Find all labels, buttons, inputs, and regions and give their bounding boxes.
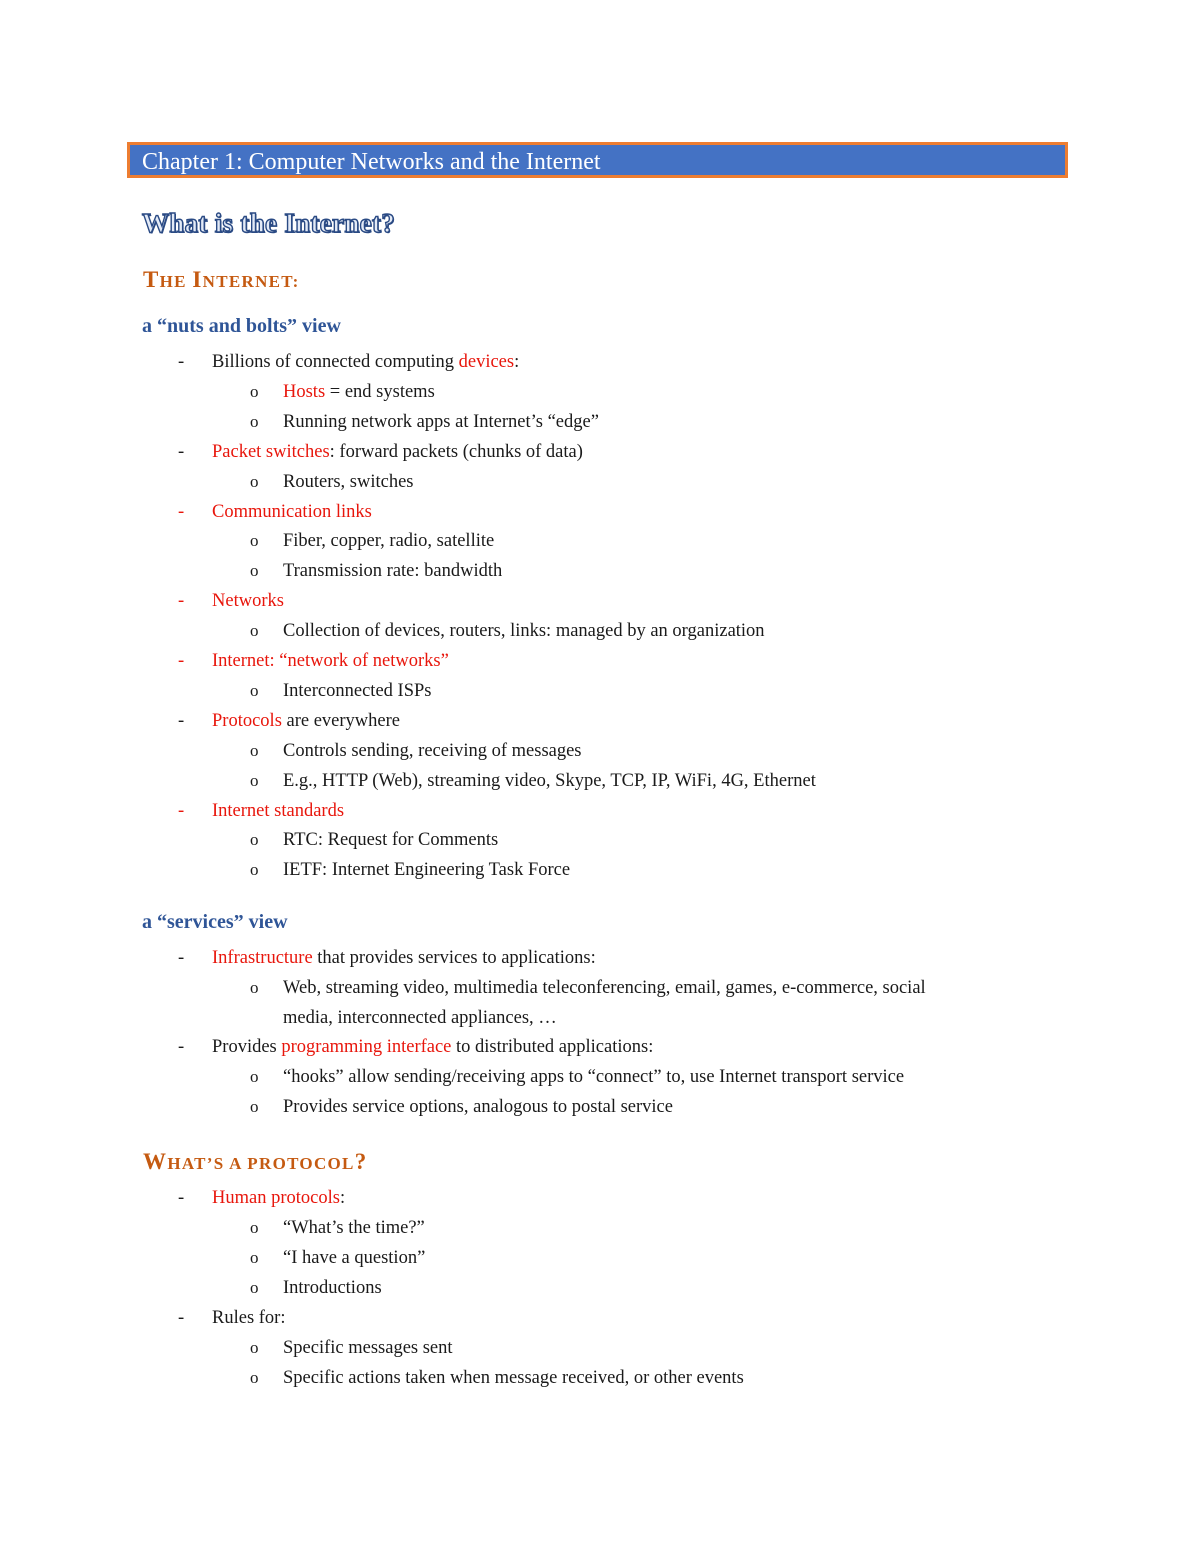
- highlighted-term: Infrastructure: [212, 948, 313, 968]
- list-item-text: [212, 349, 519, 375]
- circle-bullet: o: [250, 680, 259, 700]
- heading-cap: I: [192, 267, 203, 292]
- list-item-text: [212, 708, 400, 734]
- text-run: to distributed applications:: [451, 1037, 654, 1058]
- highlighted-term: Hosts: [283, 381, 326, 402]
- list-item-text: [283, 975, 926, 1001]
- services-view-heading: a “services” view: [142, 911, 288, 933]
- heading-small-caps: HAT’S A PROTOCOL: [167, 1154, 355, 1173]
- text-run: Interconnected ISPs: [283, 680, 432, 701]
- heading-small-caps: HE: [159, 272, 193, 291]
- circle-bullet: o: [250, 561, 259, 581]
- text-run: E.g., HTTP (Web), streaming video, Skype, TCP, IP, WiFi, 4G, Ethernet: [283, 770, 816, 791]
- dash-bullet: -: [178, 352, 185, 372]
- circle-bullet: o: [250, 471, 259, 491]
- dash-bullet: -: [178, 1308, 185, 1328]
- circle-bullet: o: [250, 977, 259, 997]
- dash-bullet: -: [178, 1188, 185, 1208]
- text-run: that provides services to applications:: [312, 948, 596, 968]
- text-run: Introductions: [283, 1278, 382, 1298]
- dash-bullet: -: [178, 1037, 185, 1058]
- text-run: Rules for:: [212, 1308, 286, 1328]
- list-item-text: [283, 469, 414, 495]
- chapter-title-bar: [127, 142, 1068, 178]
- dash-bullet: -: [178, 800, 185, 821]
- text-run: Web, streaming video, multimedia teleconferencing, email, games, e-commerce, social: [283, 977, 926, 998]
- circle-bullet: o: [250, 1218, 259, 1237]
- circle-bullet: o: [250, 740, 259, 760]
- list-item-text: [283, 1094, 673, 1120]
- list-item-text: [283, 1245, 425, 1271]
- text-run: RTC: Request for Comments: [283, 830, 499, 851]
- text-run: are everywhere: [281, 710, 400, 731]
- circle-bullet: o: [250, 770, 259, 790]
- text-run: “What’s the time?”: [283, 1218, 425, 1238]
- text-run: “I have a question”: [283, 1248, 426, 1268]
- circle-bullet: o: [250, 830, 259, 850]
- section-title: What is the Internet?: [142, 208, 396, 238]
- dash-bullet: -: [178, 948, 185, 968]
- list-item-text: [283, 409, 599, 435]
- text-run: Controls sending, receiving of messages: [283, 740, 582, 761]
- list-item-text: [212, 1034, 653, 1060]
- circle-bullet: o: [250, 531, 259, 551]
- heading-cap: W: [143, 1149, 168, 1174]
- text-run: Provides service options, analogous to postal service: [283, 1097, 673, 1117]
- list-item-text: [283, 1005, 557, 1031]
- text-run: Fiber, copper, radio, satellite: [283, 531, 495, 552]
- dash-bullet: -: [178, 441, 185, 462]
- dash-bullet: -: [178, 710, 185, 731]
- circle-bullet: o: [250, 1278, 259, 1297]
- highlighted-term: Internet: “network of networks”: [212, 651, 449, 671]
- list-item-text: [283, 1275, 382, 1301]
- list-item-text: [283, 618, 765, 644]
- dash-bullet: -: [178, 591, 185, 612]
- highlighted-term: Human protocols: [212, 1188, 340, 1208]
- list-item-text: [283, 528, 494, 554]
- list-item-text: [283, 827, 498, 853]
- highlighted-term: Protocols: [212, 710, 282, 731]
- text-run: Billions of connected computing: [212, 352, 459, 372]
- subsection-heading-the-internet: [143, 266, 300, 296]
- dash-bullet: -: [178, 651, 185, 671]
- circle-bullet: o: [250, 1067, 259, 1087]
- text-run: media, interconnected appliances, …: [283, 1007, 557, 1028]
- list-item-text: [283, 678, 431, 704]
- list-item-text: [283, 379, 435, 405]
- list-item-text: [283, 558, 502, 584]
- list-item-text: [212, 588, 284, 614]
- list-item-text: [212, 1185, 345, 1211]
- circle-bullet: o: [250, 411, 259, 431]
- list-item-text: [283, 738, 582, 764]
- highlighted-term: Networks: [212, 591, 284, 612]
- text-run: Specific actions taken when message received, or other events: [283, 1368, 744, 1388]
- list-item-text: [212, 798, 344, 824]
- list-item-text: [212, 439, 583, 465]
- chapter-title: Chapter 1: Computer Networks and the Internet: [142, 149, 601, 175]
- highlighted-term: programming interface: [281, 1037, 452, 1058]
- heading-cap: T: [143, 267, 160, 292]
- text-run: :: [339, 1188, 346, 1208]
- list-item-text: [283, 1365, 744, 1391]
- text-run: IETF: Internet Engineering Task Force: [283, 860, 571, 881]
- list-item-text: [283, 1335, 453, 1361]
- list-item-text: [212, 499, 372, 525]
- circle-bullet: o: [250, 621, 259, 641]
- list-item-text: [283, 768, 816, 794]
- highlighted-term: Internet standards: [212, 800, 345, 821]
- circle-bullet: o: [250, 1097, 259, 1116]
- text-run: Collection of devices, routers, links: managed by an organization: [283, 621, 765, 642]
- list-item-text: [283, 1064, 904, 1090]
- text-run: = end systems: [325, 381, 435, 402]
- text-run: Routers, switches: [283, 471, 414, 492]
- circle-bullet: o: [250, 860, 259, 880]
- highlighted-term: Packet switches: [212, 441, 330, 462]
- list-item-text: [212, 1305, 285, 1331]
- text-run: Specific messages sent: [283, 1338, 453, 1358]
- list-item-text: [283, 857, 570, 883]
- heading-cap: ?: [354, 1149, 368, 1174]
- heading-small-caps: NTERNET:: [202, 272, 300, 291]
- circle-bullet: o: [250, 1338, 259, 1357]
- text-run: “hooks” allow sending/receiving apps to “connect” to, use Internet transport service: [283, 1067, 905, 1088]
- text-run: Transmission rate: bandwidth: [283, 561, 503, 582]
- highlighted-term: Communication links: [212, 501, 372, 522]
- nuts-and-bolts-heading: a “nuts and bolts” view: [142, 315, 341, 337]
- list-item-text: [283, 1215, 425, 1241]
- text-run: :: [514, 352, 520, 372]
- dash-bullet: -: [178, 501, 185, 522]
- subsection-heading-whats-a-protocol: [143, 1148, 368, 1178]
- circle-bullet: o: [250, 1248, 259, 1267]
- list-item-text: [212, 648, 449, 674]
- text-run: Running network apps at Internet’s “edge”: [283, 411, 599, 432]
- list-item-text: [212, 945, 596, 971]
- circle-bullet: o: [250, 381, 259, 401]
- text-run: : forward packets (chunks of data): [329, 441, 583, 462]
- highlighted-term: devices: [458, 352, 515, 372]
- circle-bullet: o: [250, 1368, 259, 1387]
- text-run: Provides: [212, 1037, 282, 1058]
